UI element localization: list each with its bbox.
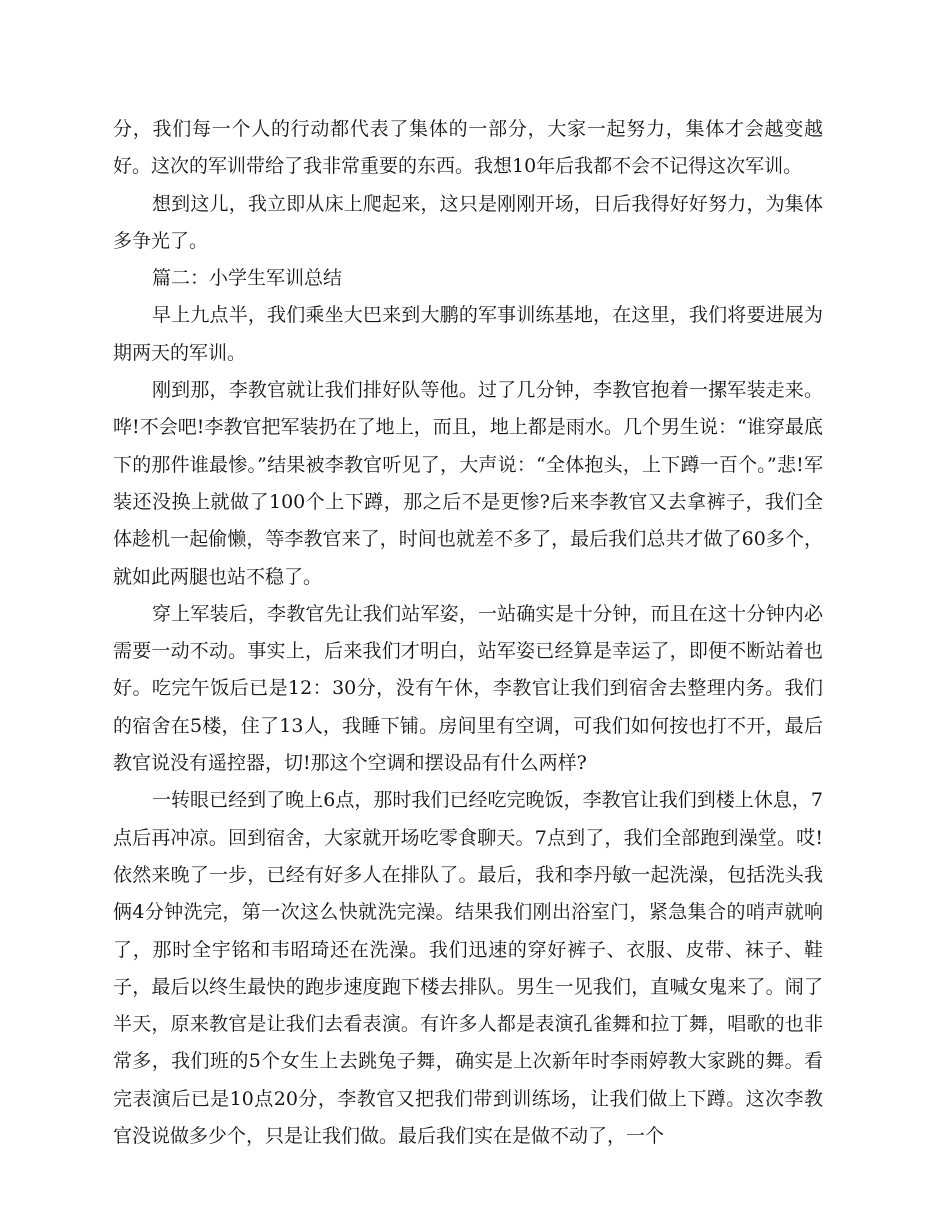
paragraph-2: 想到这儿，我立即从床上爬起来，这只是刚刚开场，日后我得好好努力，为集体多争光了。 bbox=[113, 192, 823, 252]
paragraph-3: 早上九点半，我们乘坐大巴来到大鹏的军事训练基地，在这里，我们将要进展为期两天的军训。 bbox=[113, 304, 823, 364]
paragraph-1: 分，我们每一个人的行动都代表了集体的一部分，大家一起努力，集体才会越变越好。这次的军训带给了我非常重要的东西。我想10年后我都不会不记得这次军训。 bbox=[113, 118, 823, 178]
paragraph-5: 穿上军装后，李教官先让我们站军姿，一站确实是十分钟，而且在这十分钟内必需要一动不动。事实上，后来我们才明白，站军姿已经算是幸运了，即便不断站着也好。吃完午饭后已是12：30分，没有午休，李教官让我们到宿舍去整理内务。我们的宿舍在5楼，住了13人，我睡下铺。房间里有空调，可我们如何按也打不开，最后教官说没有遥控器，切!那这个空调和摆设品有什么两样? bbox=[113, 602, 823, 775]
document-body bbox=[113, 111, 823, 1155]
paragraph-4: 刚到那，李教官就让我们排好队等他。过了几分钟，李教官抱着一摞军装走来。哗!不会吧!李教官把军装扔在了地上，而且，地上都是雨水。几个男生说：“谁穿最底下的那件谁最惨。”结果被李教官听见了，大声说：“全体抱头，上下蹲一百个。”悲!军装还没换上就做了100个上下蹲，那之后不是更惨?后来李教官又去拿裤子，我们全体趁机一起偷懒，等李教官来了，时间也就差不多了，最后我们总共才做了60多个，就如此两腿也站不稳了。 bbox=[113, 379, 823, 588]
paragraph-6: 一转眼已经到了晚上6点，那时我们已经吃完晚饭，李教官让我们到楼上休息，7点后再冲凉。回到宿舍，大家就开场吃零食聊天。7点到了，我们全部跑到澡堂。哎!依然来晚了一步，已经有好多人在排队了。最后，我和李丹敏一起洗澡，包括洗头我俩4分钟洗完，第一次这么快就洗完澡。结果我们刚出浴室门，紧急集合的哨声就响了，那时全宇铭和韦昭琦还在洗澡。我们迅速的穿好裤子、衣服、皮带、袜子、鞋子，最后以终生最快的跑步速度跑下楼去排队。男生一见我们，直喊女鬼来了。闹了半天，原来教官是让我们去看表演。有许多人都是表演孔雀舞和拉丁舞，唱歌的也非常多，我们班的5个女生上去跳兔子舞，确实是上次新年时李雨婷教大家跳的舞。看完表演后已是10点20分，李教官又把我们带到训练场，让我们做上下蹲。这次李教官没说做多少个，只是让我们做。最后我们实在是做不动了，一个 bbox=[113, 789, 823, 1148]
section-heading: 篇二：小学生军训总结 bbox=[152, 267, 343, 290]
